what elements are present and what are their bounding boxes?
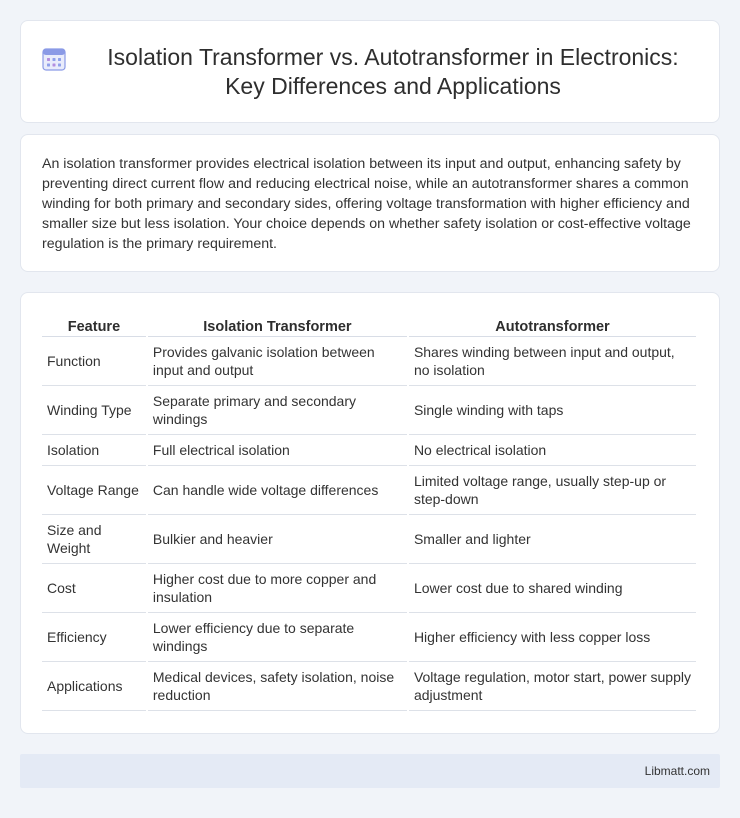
feature-cell: Size and Weight: [42, 515, 146, 564]
isolation-cell: Bulkier and heavier: [148, 515, 407, 564]
table-row: [42, 466, 696, 515]
header-autotransformer: Autotransformer: [409, 315, 696, 337]
comparison-card: [20, 292, 720, 734]
feature-cell: Voltage Range: [42, 466, 146, 515]
auto-cell: Lower cost due to shared winding: [409, 564, 696, 613]
calendar-grid-icon: [41, 46, 67, 72]
table-row: [42, 564, 696, 613]
table-row: [42, 435, 696, 466]
feature-cell: Winding Type: [42, 386, 146, 435]
feature-cell: Function: [42, 337, 146, 386]
table-row: [42, 386, 696, 435]
intro-card: [20, 134, 720, 272]
auto-cell: Shares winding between input and output, no isolation: [409, 337, 696, 386]
isolation-cell: Medical devices, safety isolation, noise reduction: [148, 662, 407, 711]
auto-cell: Higher efficiency with less copper loss: [409, 613, 696, 662]
isolation-cell: Full electrical isolation: [148, 435, 407, 466]
auto-cell: Single winding with taps: [409, 386, 696, 435]
isolation-cell: Can handle wide voltage differences: [148, 466, 407, 515]
table-row: [42, 662, 696, 711]
intro-paragraph: An isolation transformer provides electrical isolation between its input and output, enhancing safety by preventing direct current flow and reducing electrical noise, while an autotransformer shares a common winding for both primary and secondary sides, offering voltage transformation with higher efficiency and smaller size but less isolation. Your choice depends on whether safety isolation or cost-effective voltage regulation is the primary requirement.: [42, 156, 691, 252]
isolation-cell: Separate primary and secondary windings: [148, 386, 407, 435]
header-feature: Feature: [42, 315, 146, 337]
isolation-cell: Lower efficiency due to separate windings: [148, 613, 407, 662]
feature-cell: Efficiency: [42, 613, 146, 662]
feature-cell: Cost: [42, 564, 146, 613]
header-isolation-transformer: Isolation Transformer: [148, 315, 407, 337]
table-row: [42, 337, 696, 386]
comparison-table: [40, 315, 698, 711]
auto-cell: Limited voltage range, usually step-up or step-down: [409, 466, 696, 515]
footer-brand-link[interactable]: Libmatt.com: [644, 764, 710, 778]
feature-cell: Isolation: [42, 435, 146, 466]
table-header-row: [42, 315, 696, 337]
footer-bar: [20, 754, 720, 788]
page-title: Isolation Transformer vs. Autotransformer in Electronics: Key Differences and Applications: [107, 43, 679, 99]
table-row: [42, 613, 696, 662]
title-card: [20, 20, 720, 123]
auto-cell: Voltage regulation, motor start, power supply adjustment: [409, 662, 696, 711]
isolation-cell: Provides galvanic isolation between input and output: [148, 337, 407, 386]
auto-cell: Smaller and lighter: [409, 515, 696, 564]
title-wrap: [21, 21, 719, 122]
auto-cell: No electrical isolation: [409, 435, 696, 466]
isolation-cell: Higher cost due to more copper and insulation: [148, 564, 407, 613]
table-row: [42, 515, 696, 564]
feature-cell: Applications: [42, 662, 146, 711]
